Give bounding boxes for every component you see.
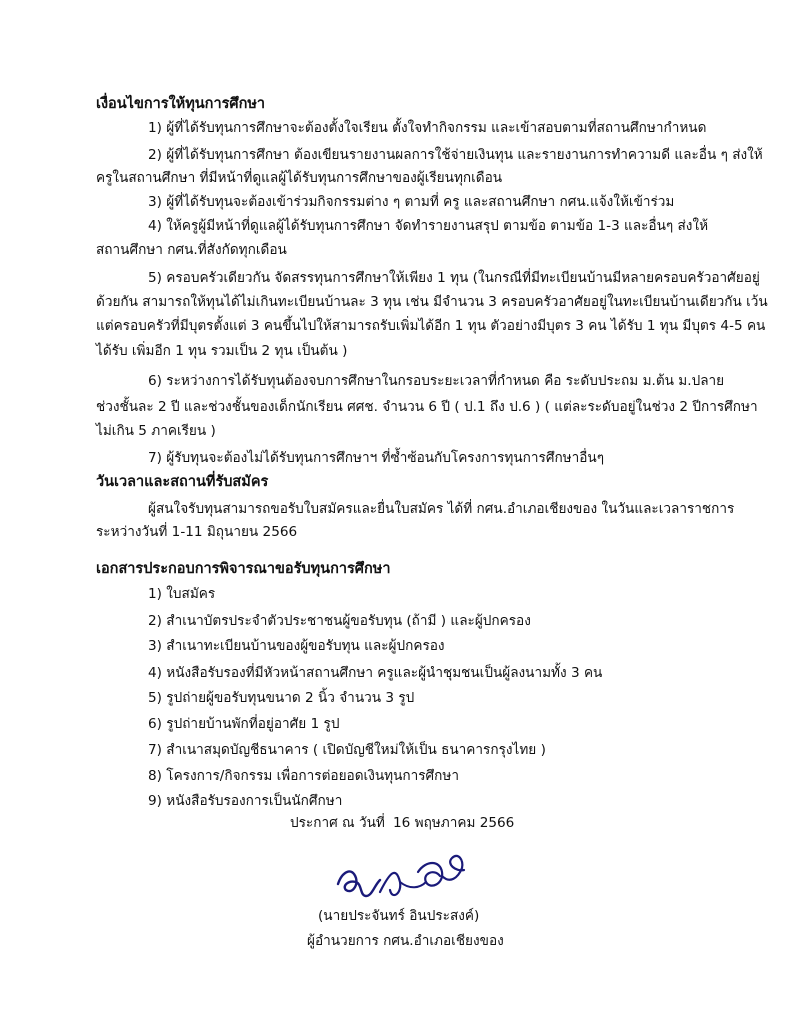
signer-title: ผู้อำนวยการ กศน.อำเภอเชียงของ	[307, 933, 504, 949]
document-item: 4) หนังสือรับรองที่มีหัวหน้าสถานศึกษา ครูและผู้นำชุมชนเป็นผู้ลงนามทั้ง 3 คน	[148, 665, 603, 681]
document-item: 1) ใบสมัคร	[148, 586, 216, 602]
document-item: 3) สำเนาทะเบียนบ้านของผู้ขอรับทุน และผู้ปกครอง	[148, 638, 445, 654]
document-item: 8) โครงการ/กิจกรรม เพื่อการต่อยอดเงินทุนการศึกษา	[148, 768, 459, 784]
condition-line: ไม่เกิน 5 ภาคเรียน )	[96, 423, 216, 439]
condition-line: แต่ครอบครัวที่มีบุตรตั้งแต่ 3 คนขึ้นไปให้สามารถรับเพิ่มได้อีก 1 ทุน ตัวอย่างมีบุตร 3 คน ได้รับ 1 ทุน มีบุตร 4-5 คน	[96, 318, 766, 334]
announcement-label: ประกาศ ณ วันที่	[290, 815, 385, 831]
document-item: 9) หนังสือรับรองการเป็นนักศึกษา	[148, 793, 343, 809]
schedule-line: ผู้สนใจรับทุนสามารถขอรับใบสมัครและยื่นใบสมัคร ได้ที่ กศน.อำเภอเชียงของ ในวันและเวลาราชการ	[148, 501, 735, 517]
document-item: 7) สำเนาสมุดบัญชีธนาคาร ( เปิดบัญชีใหม่ให้เป็น ธนาคารกรุงไทย )	[148, 742, 546, 758]
documents-heading: เอกสารประกอบการพิจารณาขอรับทุนการศึกษา	[96, 561, 391, 577]
announcement-date: 16 พฤษภาคม 2566	[393, 815, 515, 831]
signer-name: (นายประจันทร์ อินประสงค์)	[318, 908, 480, 924]
condition-line: ด้วยกัน สามารถให้ทุนได้ไม่เกินทะเบียนบ้านละ 3 ทุน เช่น มีจำนวน 3 ครอบครัวอาศัยอยู่ในทะเบียนบ้านเดียวกัน เว้น	[96, 294, 768, 310]
document-item: 6) รูปถ่ายบ้านพักที่อยู่อาศัย 1 รูป	[148, 716, 340, 732]
document-item: 2) สำเนาบัตรประจำตัวประชาชนผู้ขอรับทุน (ถ้ามี ) และผู้ปกครอง	[148, 613, 531, 629]
condition-line: 2) ผู้ที่ได้รับทุนการศึกษา ต้องเขียนรายงานผลการใช้จ่ายเงินทุน และรายงานการทำความดี และอื่น ๆ ส่งให้	[148, 147, 763, 163]
condition-line: 3) ผู้ที่ได้รับทุนจะต้องเข้าร่วมกิจกรรมต่าง ๆ ตามที่ ครู และสถานศึกษา กศน.แจ้งให้เข้าร่วม	[148, 194, 675, 210]
schedule-line: ระหว่างวันที่ 1-11 มิถุนายน 2566	[96, 524, 298, 540]
document-item: 5) รูปถ่ายผู้ขอรับทุนขนาด 2 นิ้ว จำนวน 3 รูป	[148, 690, 415, 706]
condition-line: ครูในสถานศึกษา ที่มีหน้าที่ดูแลผู้ได้รับทุนการศึกษาของผู้เรียนทุกเดือน	[96, 170, 503, 186]
condition-line: 4) ให้ครูผู้มีหน้าที่ดูแลผู้ได้รับทุนการศึกษา จัดทำรายงานสรุป ตามข้อ ตามข้อ 1-3 และอื่นๆ ส่งให้	[148, 218, 709, 234]
condition-line: 5) ครอบครัวเดียวกัน จัดสรรทุนการศึกษาให้เพียง 1 ทุน (ในกรณีที่มีทะเบียนบ้านมีหลายครอบครัวอาศัยอยู่	[148, 270, 760, 286]
condition-line: 6) ระหว่างการได้รับทุนต้องจบการศึกษาในกรอบระยะเวลาที่กำหนด คือ ระดับประถม ม.ต้น ม.ปลาย	[148, 373, 725, 389]
conditions-heading: เงื่อนไขการให้ทุนการศึกษา	[96, 96, 266, 112]
condition-line: ช่วงชั้นละ 2 ปี และช่วงชั้นของเด็กนักเรียน ศศช. จำนวน 6 ปี ( ป.1 ถึง ป.6 ) ( แต่ละระดับอยู่ในช่วง 2 ปีการศึกษา	[96, 399, 758, 415]
handwritten-signature	[330, 842, 480, 912]
condition-line: ได้รับ เพิ่มอีก 1 ทุน รวมเป็น 2 ทุน เป็นต้น )	[96, 343, 348, 359]
condition-line: 7) ผู้รับทุนจะต้องไม่ได้รับทุนการศึกษาฯ ที่ซ้ำซ้อนกับโครงการทุนการศึกษาอื่นๆ	[148, 450, 605, 466]
condition-line: สถานศึกษา กศน.ที่สังกัดทุกเดือน	[96, 242, 287, 258]
condition-line: 1) ผู้ที่ได้รับทุนการศึกษาจะต้องตั้งใจเรียน ตั้งใจทำกิจกรรม และเข้าสอบตามที่สถานศึกษากำหนด	[148, 120, 707, 136]
schedule-heading: วันเวลาและสถานที่รับสมัคร	[96, 474, 269, 490]
